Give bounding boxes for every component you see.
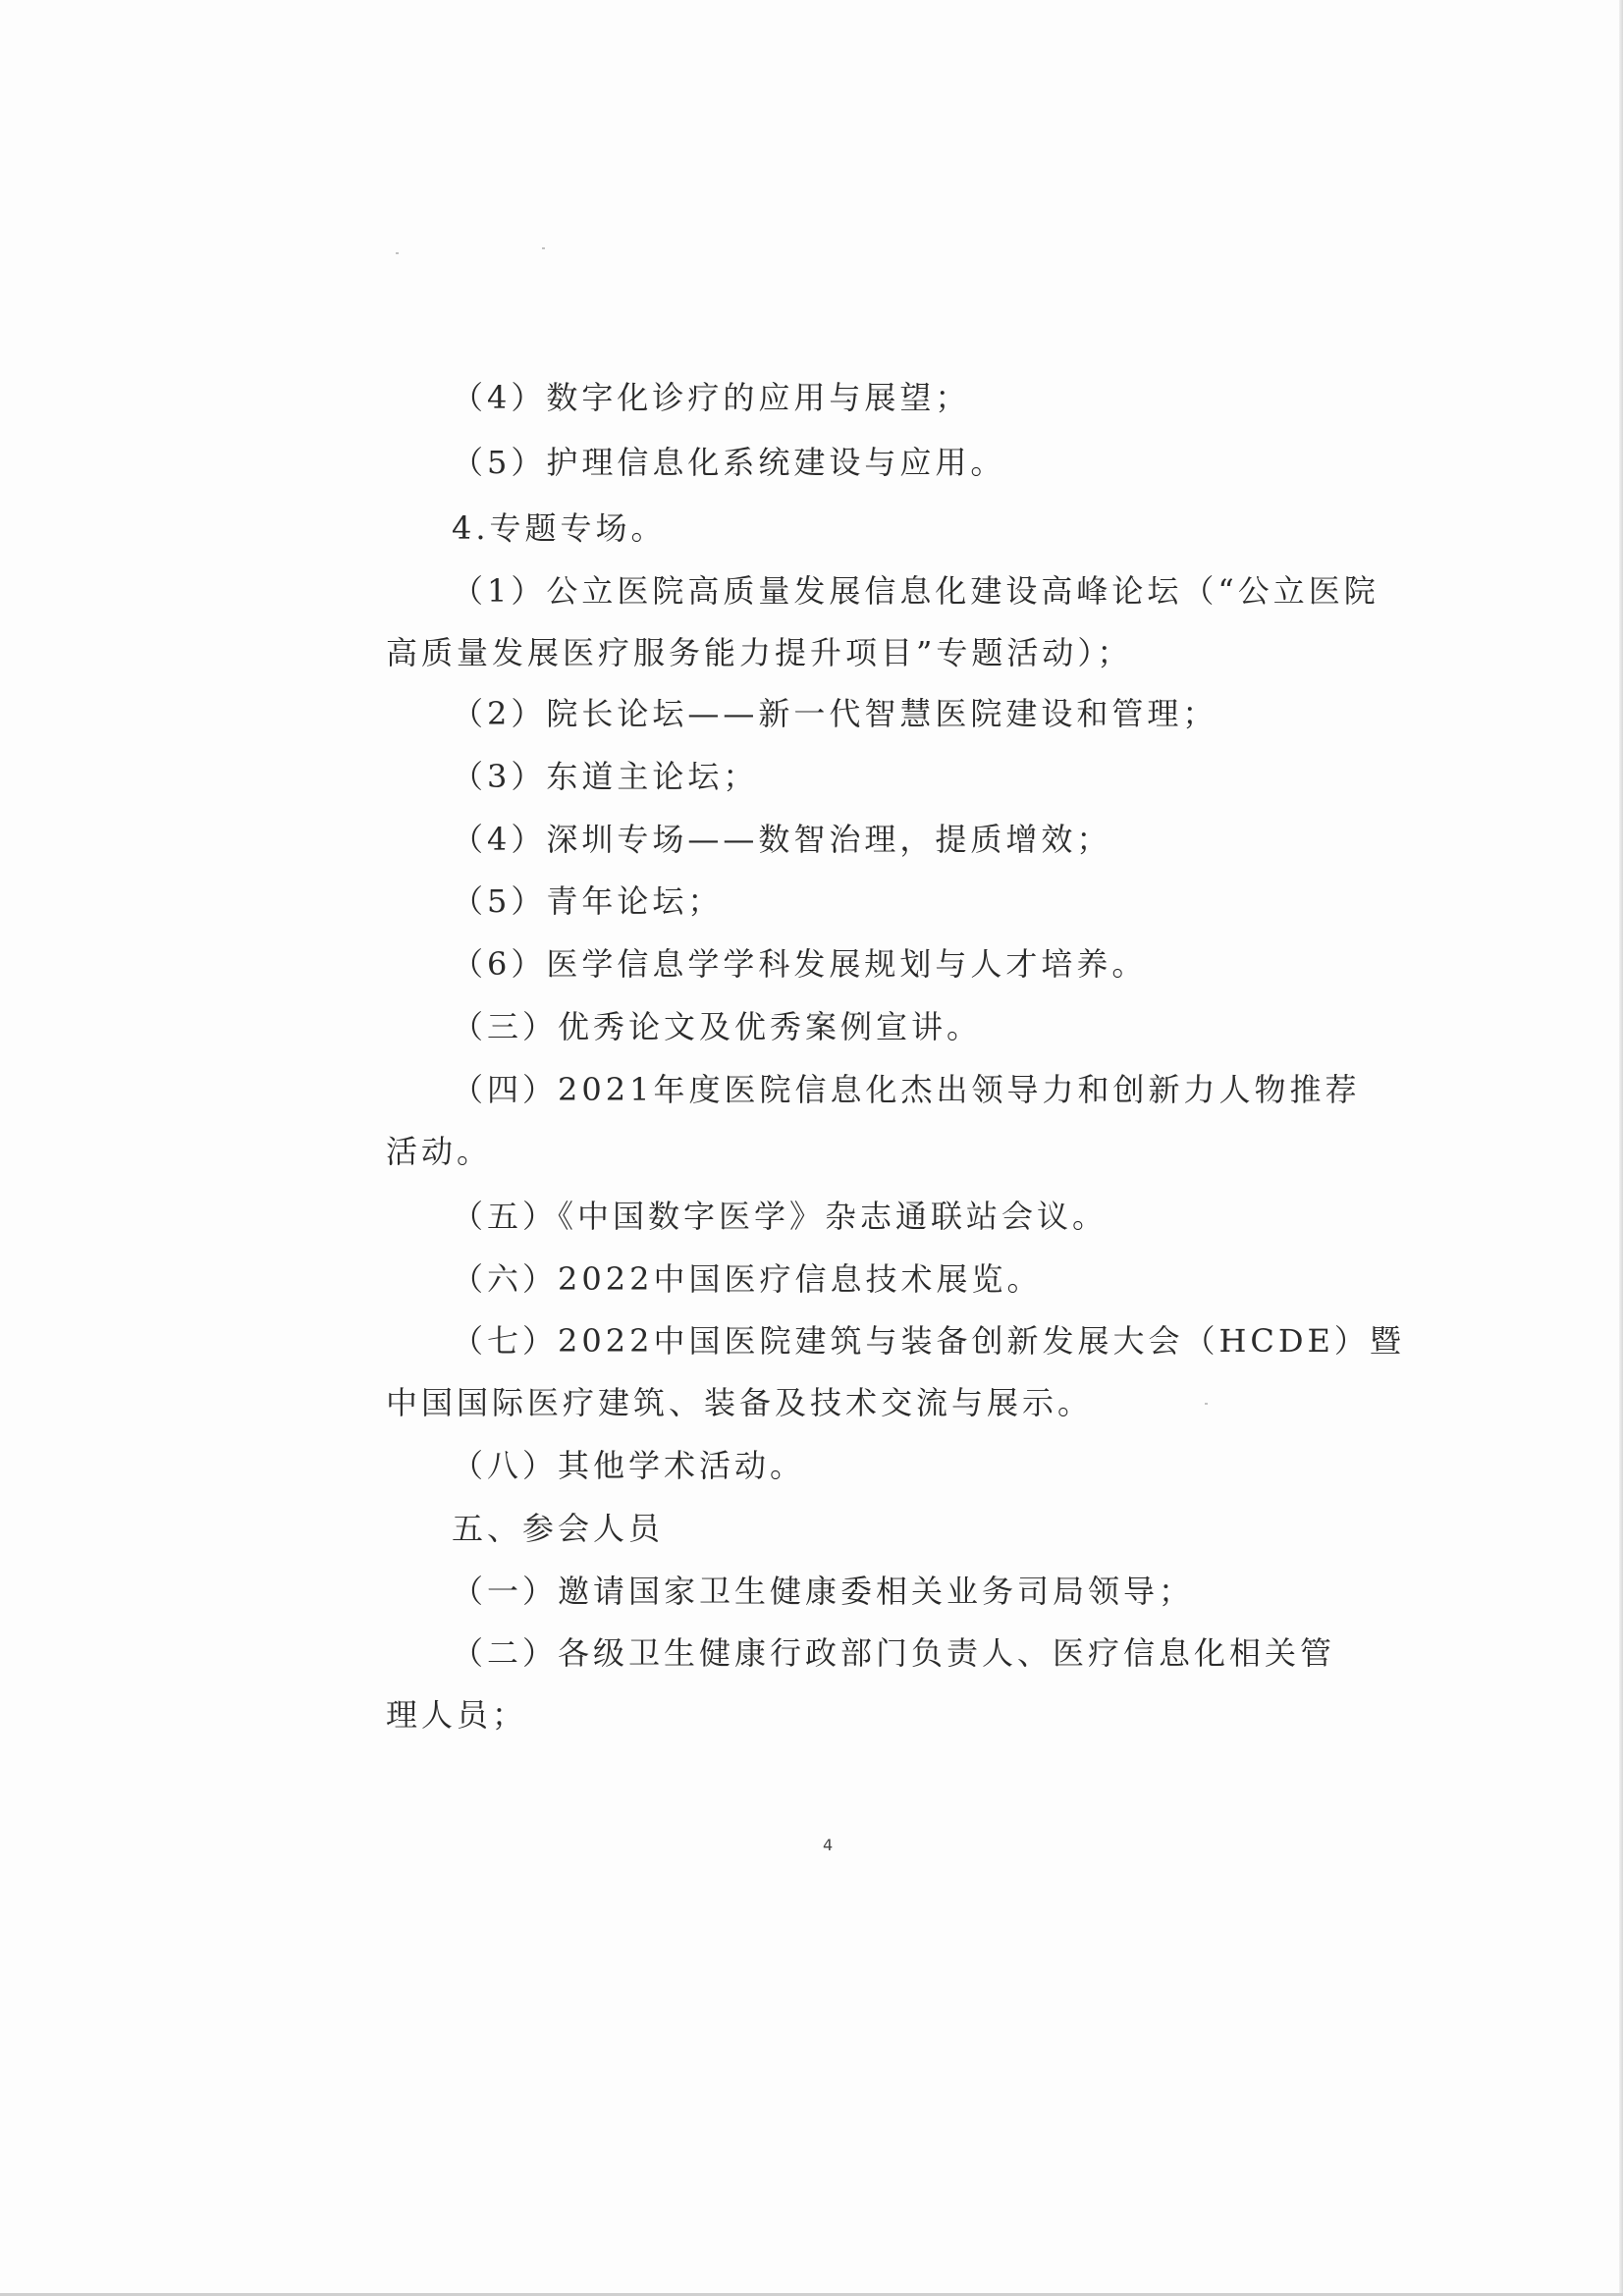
text-line: （3）东道主论坛； xyxy=(452,758,759,795)
text-line: （二）各级卫生健康行政部门负责人、医疗信息化相关管 xyxy=(452,1634,1336,1672)
scan-speck xyxy=(542,247,545,249)
text-line: （6）医学信息学学科发展规划与人才培养。 xyxy=(452,945,1148,983)
text-line: （三）优秀论文及优秀案例宣讲。 xyxy=(452,1008,983,1045)
scan-edge-right xyxy=(1619,0,1623,2296)
text-line: 理人员； xyxy=(386,1696,528,1734)
section-heading: 五、参会人员 xyxy=(452,1510,665,1547)
text-line: （4）深圳专场——数智治理，提质增效； xyxy=(452,821,1112,858)
page-number: 4 xyxy=(823,1836,834,1854)
text-line: （四）2021年度医院信息化杰出领导力和创新力人物推荐 xyxy=(452,1071,1361,1108)
section-heading: 4.专题专场。 xyxy=(452,509,667,547)
text-line: （六）2022中国医疗信息技术展览。 xyxy=(452,1260,1043,1298)
text-line: （5）青年论坛； xyxy=(452,882,724,920)
text-line: （5）护理信息化系统建设与应用。 xyxy=(452,444,1006,481)
text-line: 高质量发展医疗服务能力提升项目”专题活动）； xyxy=(386,634,1133,671)
text-line: （1）公立医院高质量发展信息化建设高峰论坛（“公立医院 xyxy=(452,572,1380,610)
scan-speck xyxy=(396,252,399,254)
text-line: （2）院长论坛——新一代智慧医院建设和管理； xyxy=(452,695,1218,732)
text-line: 中国国际医疗建筑、装备及技术交流与展示。 xyxy=(386,1384,1094,1421)
text-line: （4）数字化诊疗的应用与展望； xyxy=(452,379,971,416)
text-line: （一）邀请国家卫生健康委相关业务司局领导； xyxy=(452,1573,1195,1610)
text-line: （八）其他学术活动。 xyxy=(452,1447,806,1484)
scan-speck xyxy=(1205,1403,1208,1405)
text-line: （五）《中国数字医学》杂志通联站会议。 xyxy=(452,1198,1109,1235)
text-line: （七）2022中国医院建筑与装备创新发展大会（HCDE）暨 xyxy=(452,1322,1405,1360)
text-line: 活动。 xyxy=(386,1133,493,1170)
